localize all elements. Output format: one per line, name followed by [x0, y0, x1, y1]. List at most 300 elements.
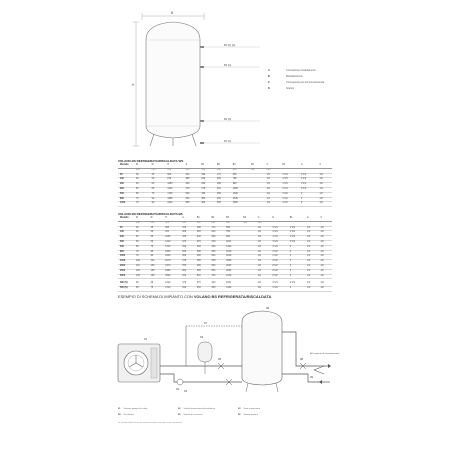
- table-cell: 430: [184, 183, 200, 188]
- table-cell: 1540: [224, 250, 241, 255]
- table-cell: 600: [163, 226, 180, 231]
- table-cell: 560: [231, 173, 249, 178]
- table-cell: 630: [180, 250, 195, 255]
- table-cell: 350: [210, 287, 225, 292]
- table-cell: 2"1/2: [270, 269, 287, 274]
- table-cell: 1/2: [305, 260, 318, 265]
- table-cell: 310: [210, 240, 225, 245]
- table-cell: 1/2: [265, 183, 281, 188]
- table-cell: 1/2: [256, 264, 271, 269]
- table-cell: 75: [149, 287, 164, 292]
- table-cell: 1/2: [318, 240, 332, 245]
- table-cell: 500: [195, 269, 210, 274]
- table-cell: 700: [210, 274, 225, 279]
- table-cell: 170: [210, 226, 225, 231]
- table-cell: 650: [184, 202, 200, 207]
- table-cell: 650: [180, 255, 195, 260]
- table-cell: 600: [210, 264, 225, 269]
- tank-technical-drawing: [128, 8, 278, 158]
- table-cell: A: [305, 217, 318, 221]
- table-cell: 135: [134, 274, 149, 279]
- component-01: 01 Sistema pompa di calore: [118, 408, 148, 410]
- height-dimension-label: H: [132, 83, 135, 87]
- table-cell: 2: [288, 245, 305, 250]
- table-cell: 1/2: [256, 226, 271, 231]
- table-cell: B3: [231, 164, 249, 168]
- table-cell: 1"1/2: [299, 183, 318, 188]
- table-cell: 1100: [231, 187, 249, 192]
- table-cell: 66: [149, 240, 164, 245]
- table-cell: 1850: [224, 260, 241, 265]
- table-cell: 135: [149, 269, 164, 274]
- table-cell: 300 (S): [118, 282, 134, 286]
- table-cell: 66: [150, 187, 166, 192]
- table-cell: 1410: [163, 240, 180, 245]
- table-cell: B1: [195, 217, 210, 221]
- table-cell: 2050: [224, 269, 241, 274]
- table-cell: Ø: [134, 217, 149, 221]
- table-cell: 1"1/4: [270, 282, 287, 286]
- table-cell: 1/2: [256, 274, 271, 279]
- table-cell: 100: [118, 231, 134, 236]
- table-cell: 1"1/2: [280, 202, 299, 207]
- callout-06: 06: [266, 306, 270, 310]
- table-cell: 2480: [163, 269, 180, 274]
- table-cell: 90: [149, 250, 164, 255]
- table-cell: 1/2: [318, 282, 332, 286]
- table-cell: 1950: [163, 250, 180, 255]
- table-cell: B1: [280, 164, 299, 168]
- table-cell: 800: [118, 197, 134, 202]
- table-cell: H: [165, 164, 183, 168]
- table-cell: 1"1/2: [288, 282, 305, 286]
- table-cell: 870: [180, 274, 195, 279]
- table-cell: 365: [184, 178, 200, 183]
- table-cell: mm: [134, 221, 149, 226]
- table-cell: 780: [224, 231, 241, 236]
- table-cell: 1000: [118, 255, 134, 260]
- table-cell: D: [270, 217, 287, 221]
- table-cell: 3: [288, 264, 305, 269]
- table-cell: 1"1/2: [270, 245, 287, 250]
- table-cell: 36: [134, 173, 150, 178]
- table-cell: 650: [210, 269, 225, 274]
- table-cell: 1250: [163, 236, 180, 241]
- table-cell: 330: [199, 192, 215, 197]
- table-cell: 145: [149, 274, 164, 279]
- table-cell: 260: [215, 183, 231, 188]
- table-cell: mm: [265, 168, 281, 173]
- table-cell: A: [299, 164, 318, 168]
- table-cell: 45: [134, 231, 149, 236]
- table-cell: B4: [241, 217, 256, 221]
- table-cell: 65: [134, 245, 149, 250]
- table-cell: 1/2: [318, 202, 332, 207]
- connection-label-b2: B2 [A]: [224, 118, 232, 121]
- table-cell: 380: [195, 250, 210, 255]
- table-cell: 1/2: [256, 282, 271, 286]
- table-cell: 540: [184, 192, 200, 197]
- table-cell: 1/2: [256, 231, 271, 236]
- table-cell: 630: [184, 197, 200, 202]
- table-cell: 1000: [118, 202, 134, 207]
- table-cell: 75: [149, 245, 164, 250]
- table-cell: 330: [195, 287, 210, 292]
- table-cell: 1"1/4: [280, 178, 299, 183]
- table-row: [118, 202, 332, 207]
- table-cell: 3: [288, 269, 305, 274]
- table-cell: 100: [134, 260, 149, 265]
- table-cell: 190: [199, 173, 215, 178]
- table-cell: B1: [199, 164, 215, 168]
- table-cell: 310: [215, 187, 231, 192]
- table-cell: 2: [299, 197, 318, 202]
- component-02: 02 Valvola termostatica/miscelatrice: [178, 408, 216, 410]
- table-cell: 480: [195, 264, 210, 269]
- table-cell: 2530: [163, 274, 180, 279]
- table-cell: [241, 274, 256, 279]
- table-cell: 1/2: [318, 183, 332, 188]
- table-cell: 66: [149, 282, 164, 286]
- table-cell: 540: [180, 245, 195, 250]
- table-cell: 400: [195, 255, 210, 260]
- component-06: 06 Volano termico: [238, 414, 258, 416]
- table-cell: 470: [180, 240, 195, 245]
- table-cell: 1410: [163, 282, 180, 286]
- system-schematic: [114, 302, 340, 402]
- table-cell: mm: [195, 221, 210, 226]
- table-cell: 920: [231, 183, 249, 188]
- legend-item-b: B Mandata/ritorno: [268, 75, 303, 78]
- table-cell: C: [318, 164, 332, 168]
- table-cell: A: [180, 217, 195, 221]
- table-cell: 800: [118, 250, 134, 255]
- legend-item-c: C Connessione per termometro/sonda: [268, 81, 325, 84]
- table-cell: 170: [215, 173, 231, 178]
- table-ws-title: VOLANO BS REFRIGERATA/RISCALDATA WS: [118, 159, 184, 163]
- table-cell: B3: [224, 217, 241, 221]
- table-cell: Modello: [118, 217, 134, 221]
- table-cell: 3000: [118, 274, 134, 279]
- table-cell: 2: [299, 192, 318, 197]
- table-cell: 780: [231, 178, 249, 183]
- table-cell: 300: [118, 187, 134, 192]
- table-cell: 125: [134, 269, 149, 274]
- table-cell: 1"1/4: [280, 173, 299, 178]
- table-cell: 75: [150, 192, 166, 197]
- table-cell: 1/2: [318, 236, 332, 241]
- table-cell: 2: [288, 287, 305, 292]
- table-cell: 1/2: [318, 260, 332, 265]
- table-cell: 1"1/2: [299, 173, 318, 178]
- table-cell: 200: [118, 183, 134, 188]
- table-cell: 1/2: [318, 197, 332, 202]
- table-cell: 560: [224, 226, 241, 231]
- table-row: [118, 274, 332, 279]
- table-cell: mm: [224, 221, 241, 226]
- expansion-vessel: [198, 342, 212, 374]
- table-cell: 1/2: [256, 245, 271, 250]
- table-cell: 2470: [163, 264, 180, 269]
- table-cell: 1/2: [256, 287, 271, 292]
- table-cell: 1/2: [305, 250, 318, 255]
- table-cell: 3: [288, 274, 305, 279]
- legend-item-a: A Connessione riscaldamento: [268, 69, 316, 72]
- table-cell: 330: [195, 245, 210, 250]
- table-cell: 45: [134, 178, 150, 183]
- table-cell: 1"1/2: [288, 240, 305, 245]
- table-cell: 1700: [163, 245, 180, 250]
- table-cell: 1/2: [256, 255, 271, 260]
- table-cell: 470: [180, 282, 195, 286]
- table-cell: Ø: [150, 164, 166, 168]
- callout-04: 04: [184, 389, 188, 393]
- table-cell: 1/2: [305, 269, 318, 274]
- table-cell: 870: [165, 178, 183, 183]
- callout-09: 09: [310, 375, 314, 379]
- callout-02: 02: [176, 387, 180, 391]
- table-cell: 100: [118, 178, 134, 183]
- table-cell: 1"1/4: [270, 226, 287, 231]
- table-cell: 1250: [165, 183, 183, 188]
- connection-label-b3: B3 [C]: [224, 64, 232, 67]
- table-cell: 1"1/2: [280, 197, 299, 202]
- table-cell: 1/2: [318, 178, 332, 183]
- table-cell: 2000: [118, 264, 134, 269]
- table-cell: 2"1/2: [270, 274, 287, 279]
- table-cell: mm: [180, 221, 195, 226]
- table-cell: 1/2: [318, 192, 332, 197]
- table-cell: 65: [134, 287, 149, 292]
- table-cell: B4: [249, 164, 265, 168]
- table-cell: 1/2: [265, 192, 281, 197]
- table-cell: mm: [249, 168, 265, 173]
- table-cell: 1/2: [305, 245, 318, 250]
- table-cell: H: [163, 217, 180, 221]
- table-cell: 1/2: [305, 255, 318, 260]
- table-cell: 3: [288, 260, 305, 265]
- table-cell: 60: [134, 187, 150, 192]
- table-cell: 1/2: [265, 173, 281, 178]
- table-cell: B2: [215, 164, 231, 168]
- table-cell: 2270: [163, 260, 180, 265]
- legend-item-d: D Scarico: [268, 87, 294, 90]
- table-cell: 300: [118, 240, 134, 245]
- table-cell: mm: [215, 168, 231, 173]
- table-cell: 2"1/2: [270, 260, 287, 265]
- table-cell: 200: [210, 231, 225, 236]
- table-cell: 60: [134, 282, 149, 286]
- table-cell: mm: [241, 221, 256, 226]
- table-cell: 1/2: [256, 240, 271, 245]
- table-cell: 1"1/2: [288, 231, 305, 236]
- width-dimension-label: Ø: [170, 11, 174, 15]
- table-cell: 1/2: [318, 287, 332, 292]
- table-cell: 90: [150, 202, 166, 207]
- table-cell: mm: [231, 168, 249, 173]
- table-cell: 90: [150, 197, 166, 202]
- table-cell: 50: [118, 173, 134, 178]
- table-cell: 220: [195, 231, 210, 236]
- table-cell: 1/2: [265, 202, 281, 207]
- tank-outline: [146, 22, 200, 138]
- table-bs: [118, 217, 332, 292]
- table-cell: 400: [199, 202, 215, 207]
- circulator-pump: [177, 379, 183, 385]
- table-cell: 1"1/2: [270, 250, 287, 255]
- table-cell: C: [256, 217, 271, 221]
- table-cell: 1100: [224, 240, 241, 245]
- table-cell: 1820: [224, 255, 241, 260]
- component-03: 03 Vaso espansione: [238, 408, 261, 410]
- table-cell: B2: [210, 217, 225, 221]
- table-cell: 1320: [224, 287, 241, 292]
- table-cell: 45: [150, 173, 166, 178]
- table-cell: 79: [134, 255, 149, 260]
- table-cell: 2000: [224, 264, 241, 269]
- callout-08: 08: [300, 357, 304, 361]
- table-cell: 820: [180, 269, 195, 274]
- table-cell: 350: [210, 245, 225, 250]
- table-cell: 310: [210, 282, 225, 286]
- table-cell: 365: [180, 231, 195, 236]
- callout-01: 01: [144, 337, 148, 341]
- table-cell: 1320: [231, 192, 249, 197]
- table-cell: 200: [118, 236, 134, 241]
- table-cell: 1"1/4: [270, 231, 287, 236]
- table-cell: 1/2: [318, 187, 332, 192]
- table-cell: 1/2: [305, 226, 318, 231]
- table-cell: 500: [118, 192, 134, 197]
- table-cell: 60: [149, 236, 164, 241]
- table-cell: 1/2: [265, 197, 281, 202]
- table-cell: 110: [149, 260, 164, 265]
- table-cell: 1/2: [305, 287, 318, 292]
- table-cell: 1540: [231, 197, 249, 202]
- table-cell: 125: [149, 264, 164, 269]
- table-bs-title: VOLANO BS REFRIGERATA/RISCALDATA BS: [118, 212, 183, 216]
- table-cell: 190: [195, 226, 210, 231]
- table-cell: 1"1/2: [288, 226, 305, 231]
- table-cell: 1/2: [318, 231, 332, 236]
- table-cell: 310: [180, 226, 195, 231]
- table-cell: 110: [134, 264, 149, 269]
- table-cell: 270: [199, 187, 215, 192]
- callout-05: 05: [218, 357, 222, 361]
- table-cell: 470: [184, 187, 200, 192]
- table-cell: 270: [195, 240, 210, 245]
- connection-label-b1: B1 [C]: [224, 140, 232, 143]
- table-cell: 1/2: [305, 274, 318, 279]
- component-04: 04 Circolatore: [118, 414, 135, 416]
- table-cell: 1/2: [265, 187, 281, 192]
- table-cell: 1"1/4: [270, 236, 287, 241]
- table-cell: 520: [195, 274, 210, 279]
- table-cell: 60: [134, 240, 149, 245]
- table-cell: 1500: [118, 260, 134, 265]
- table-cell: 36: [134, 226, 149, 231]
- footnote: Le caratteristiche tecniche possono subire variazioni senza preavviso.: [118, 422, 183, 424]
- table-cell: 430: [180, 236, 195, 241]
- table-cell: 540: [180, 287, 195, 292]
- connection-label-b4: B4 [C] [A]: [224, 44, 236, 47]
- table-cell: 1"1/2: [280, 192, 299, 197]
- arrow-note: All' impianto di climatizzazione: [310, 353, 340, 355]
- table-cell: 270: [195, 282, 210, 286]
- table-cell: 50: [118, 226, 134, 231]
- table-cell: 65: [134, 192, 150, 197]
- table-cell: 1"1/4: [280, 183, 299, 188]
- table-row: [118, 287, 332, 292]
- table-cell: 1/2: [305, 236, 318, 241]
- callout-07: 07: [204, 321, 208, 325]
- table-cell: 550: [210, 260, 225, 265]
- table-cell: [249, 202, 265, 207]
- table-cell: 200: [215, 178, 231, 183]
- table-cell: 780: [180, 264, 195, 269]
- table-cell: 260: [210, 236, 225, 241]
- table-cell: mm: [256, 221, 271, 226]
- table-cell: Ø: [149, 217, 164, 221]
- table-cell: 79: [134, 202, 150, 207]
- table-cell: 1/2: [265, 178, 281, 183]
- table-cell: 450: [215, 197, 231, 202]
- table-cell: 1/2: [318, 274, 332, 279]
- table-cell: 1"1/2: [288, 236, 305, 241]
- table-cell: 1/2: [318, 173, 332, 178]
- table-cell: 2240: [163, 255, 180, 260]
- table-cell: 240: [195, 236, 210, 241]
- table-cell: 1"1/4: [280, 187, 299, 192]
- table-ws: [118, 164, 332, 207]
- table-cell: 870: [163, 231, 180, 236]
- table-cell: 1/2: [318, 269, 332, 274]
- table-cell: 500 (S): [118, 287, 134, 292]
- table-cell: 1410: [165, 187, 183, 192]
- table-cell: 500: [215, 202, 231, 207]
- table-cell: 720: [180, 260, 195, 265]
- table-cell: 50: [150, 178, 166, 183]
- table-cell: 2: [288, 250, 305, 255]
- buffer-tank: [242, 311, 282, 392]
- table-cell: 1950: [165, 197, 183, 202]
- table-cell: 79: [134, 197, 150, 202]
- table-cell: mm: [149, 221, 164, 226]
- table-cell: 79: [134, 250, 149, 255]
- table-cell: 1/2: [318, 245, 332, 250]
- table-cell: 1/2: [318, 255, 332, 260]
- table-cell: 2100: [224, 274, 241, 279]
- table-cell: 1820: [231, 202, 249, 207]
- table-cell: 310: [184, 173, 200, 178]
- table-cell: 1"1/4: [270, 240, 287, 245]
- table-cell: 500: [118, 245, 134, 250]
- table-cell: 1320: [224, 245, 241, 250]
- table-cell: 1700: [165, 192, 183, 197]
- table-cell: 380: [199, 197, 215, 202]
- component-05: 05 Valvola di sicurezza: [178, 414, 203, 416]
- table-cell: 1/2: [256, 236, 271, 241]
- table-cell: 1/2: [305, 264, 318, 269]
- table-cell: 2: [288, 255, 305, 260]
- table-cell: 1/2: [305, 231, 318, 236]
- table-cell: 1/2: [318, 250, 332, 255]
- heat-pump-unit: [118, 344, 160, 382]
- table-cell: 2240: [165, 202, 183, 207]
- table-cell: mm: [184, 168, 200, 173]
- table-cell: 1700: [163, 287, 180, 292]
- table-cell: mm: [199, 168, 215, 173]
